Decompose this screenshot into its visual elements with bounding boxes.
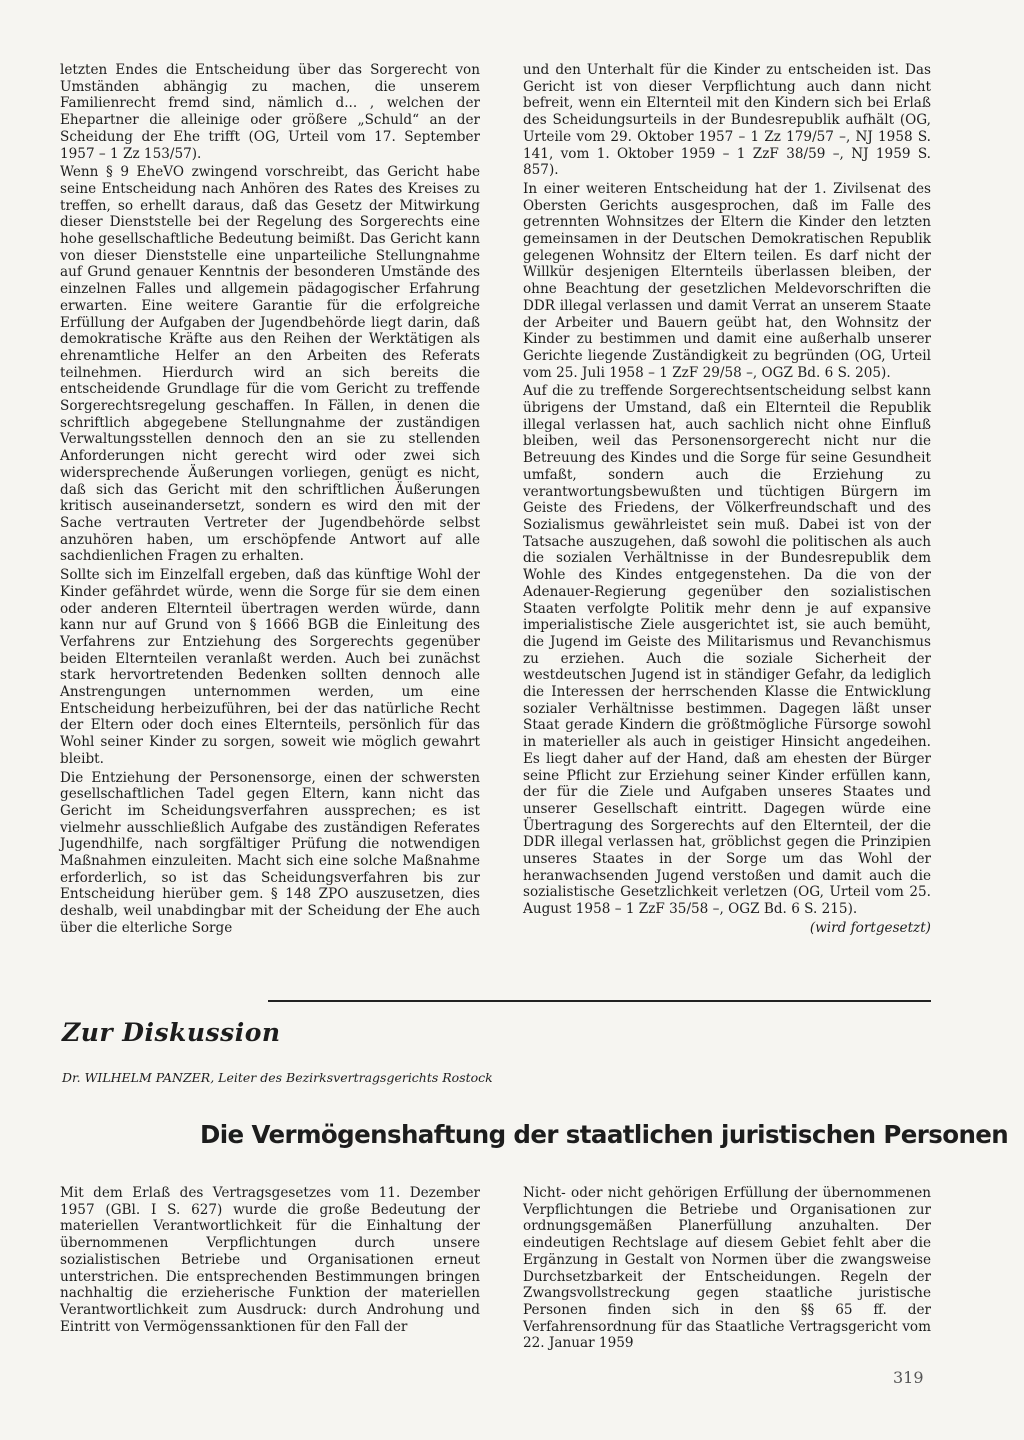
article2-left-column: [60, 1185, 480, 1337]
article-headline: Die Vermögenshaftung der staatlichen juristischen Personen: [200, 1120, 1009, 1149]
paragraph: Sollte sich im Einzelfall ergeben, daß das künftige Wohl der Kinder gefährdet würde, wenn die Sorge für sie dem einen oder anderen Elternteil übertragen werden würde, dann kann nur auf Grund von § 1666 BGB die Einleitung des Verfahrens zur Entziehung des Sorgerechts gegenüber beiden Elternteilen veranlaßt werden. Auch bei zunächst stark hervortretenden Bedenken sollten dennoch alle Anstrengungen unternommen werden, um eine Entscheidung herbeizuführen, bei der das natürliche Recht der Eltern oder doch eines Elternteils, persönlich für das Wohl seiner Kinder zu sorgen, soweit wie möglich gewahrt bleibt.: [60, 567, 480, 767]
section-divider: [268, 1000, 931, 1002]
paragraph: In einer weiteren Entscheidung hat der 1. Zivilsenat des Obersten Gerichts ausgesprochen, daß im Falle des getrennten Wohnsitzes der Eltern die Kinder den letzten gemeinsamen in der Deutschen Demokratischen Republik gelegenen Wohnsitz der Eltern teilen. Es darf nicht der Willkür desjenigen Elternteils überlassen bleiben, der ohne Beachtung der gesetzlichen Meldevorschriften die DDR illegal verlassen und damit Verrat an unserem Staate der Arbeiter und Bauern geübt hat, den Wohnsitz der Kinder zu bestimmen und damit eine außerhalb unserer Gerichte liegende Zuständigkeit zu begründen (OG, Urteil vom 25. Juli 1958 – 1 ZzF 29/58 –, OGZ Bd. 6 S. 205).: [523, 180, 931, 381]
continued-note: (wird fortgesetzt): [809, 919, 931, 936]
paragraph: Nicht- oder nicht gehörigen Erfüllung der übernommenen Verpflichtungen die Betriebe und Organisationen zur ordnungsgemäßen Planerfüllung anzuhalten. Der eindeutigen Rechtslage auf diesem Gebiet fehlt aber die Ergänzung in Gestalt von Normen über die zwangsweise Durchsetzbarkeit der Entscheidungen. Regeln der Zwangsvollstreckung gegen staatliche juristische Personen finden sich in den §§ 65 ff. der Verfahrensordnung für das Staatliche Vertragsgericht vom 22. Januar 1959: [523, 1185, 931, 1352]
author-byline: Dr. WILHELM PANZER, Leiter des Bezirksvertragsgerichts Rostock: [62, 1070, 493, 1085]
paragraph: Mit dem Erlaß des Vertragsgesetzes vom 11. Dezember 1957 (GBl. I S. 627) wurde die große Bedeutung der materiellen Verantwortlichkeit für die Einhaltung der übernommenen Verpflichtungen durch unsere sozialistischen Betriebe und Organisationen erneut unterstrichen. Die entsprechenden Bestimmungen bringen nachhaltig die erzieherische Funktion der materiellen Verantwortlichkeit zum Ausdruck: durch Androhung und Eintritt von Vermögenssanktionen für den Fall der: [60, 1185, 480, 1335]
article-right-column: [523, 62, 931, 939]
paragraph: letzten Endes die Entscheidung über das Sorgerecht von Umständen abhängig zu machen, die unserem Familienrecht fremd sind, nämlich d... , welchen der Ehepartner die alleinige oder größere „Schuld“ an der Scheidung der Ehe trifft (OG, Urteil vom 17. September 1957 – 1 Zz 153/57).: [60, 62, 480, 162]
paragraph: Wenn § 9 EheVO zwingend vorschreibt, das Gericht habe seine Entscheidung nach Anhören des Rates des Kreises zu treffen, so erhellt daraus, daß das Gesetz der Mitwirkung dieser Dienststelle bei der Regelung des Sorgerechts eine hohe gesellschaftliche Bedeutung beimißt. Das Gericht kann von dieser Dienststelle eine unparteiliche Stellungnahme auf Grund genauer Kenntnis der besonderen Umstände des einzelnen Falles und allgemein pädagogischer Erfahrung erwarten. Eine weitere Garantie für die erfolgreiche Erfüllung der Aufgaben der Jugendbehörde liegt darin, daß demokratische Kräfte aus den Reihen der Werktätigen als ehrenamtliche Helfer an den Arbeiten des Referats teilnehmen. Hierdurch wird an sich bereits die entscheidende Grundlage für die vom Gericht zu treffende Sorgerechtsregelung geschaffen. In Fällen, in denen die schriftlich abgegebene Stellungnahme der zuständigen Verwaltungsstellen dennoch den an sie zu stellenden Anforderungen nicht gerecht wird oder zwei sich widersprechende Äußerungen vorliegen, genügt es nicht, daß sich das Gericht mit den schriftlichen Äußerungen kritisch auseinandersetzt, sondern es wird den mit der Sache vertrauten Vertreter der Jugendbehörde selbst anzuhören haben, um erschöpfende Antwort auf alle sachdienlichen Fragen zu erhalten.: [60, 164, 480, 565]
paragraph: und den Unterhalt für die Kinder zu entscheiden ist. Das Gericht ist von dieser Verpflichtung auch dann nicht befreit, wenn ein Elternteil mit den Kindern sich bei Erlaß des Scheidungsurteils in der Bundesrepublik aufhält (OG, Urteile vom 29. Oktober 1957 – 1 Zz 179/57 –, NJ 1958 S. 141, vom 1. Oktober 1959 – 1 ZzF 38/59 –, NJ 1959 S. 857).: [523, 62, 931, 179]
article-left-column: [60, 62, 480, 939]
article2-right-column: [523, 1185, 931, 1354]
paragraph: Die Entziehung der Personensorge, einen der schwersten gesellschaftlichen Tadel gegen Eltern, kann nicht das Gericht im Scheidungsverfahren aussprechen; es ist vielmehr ausschließlich Aufgabe des zuständigen Referates Jugendhilfe, nach sorgfältiger Prüfung die notwendigen Maßnahmen einzuleiten. Macht sich eine solche Maßnahme erforderlich, so ist das Scheidungsverfahren bis zur Entscheidung hierüber gem. § 148 ZPO auszusetzen, dies deshalb, weil unabdingbar mit der Scheidung der Ehe auch über die elterliche Sorge: [60, 769, 480, 936]
page-number: 319: [893, 1368, 924, 1387]
paragraph: Auf die zu treffende Sorgerechtsentscheidung selbst kann übrigens der Umstand, daß ein Elternteil die Republik illegal verlassen hat, auch sachlich nicht ohne Einfluß bleiben, weil das Personensorgerecht nicht nur die Betreuung des Kindes und die Sorge für seine Gesundheit umfaßt, sondern auch die Erziehung zu verantwortungsbewußten und tüchtigen Bürgern im Geiste des Friedens, der Völkerfreundschaft und des Sozialismus gewährleistet sein muß. Dabei ist von der Tatsache auszugehen, daß sowohl die politischen als auch die sozialen Verhältnisse in der Bundesrepublik dem Wohle des Kindes entgegenstehen. Da die von der Adenauer-Regierung gegenüber den sozialistischen Staaten verfolgte Politik mehr denn je auf expansive imperialistische Ziele ausgerichtet ist, sie auch bemüht, die Jugend im Geiste des Militarismus und Revanchismus zu erziehen. Auch die soziale Sicherheit der westdeutschen Jugend ist in ständiger Gefahr, da lediglich die Interessen der herrschenden Klasse die Entwicklung sozialer Verhältnisse bestimmen. Dagegen läßt unser Staat gerade Kindern die größtmögliche Fürsorge sowohl in materieller als auch in geistiger Hinsicht angedeihen. Es liegt daher auf der Hand, daß am ehesten der Bürger seine Pflicht zur Erziehung seiner Kinder erfüllen kann, der für die Ziele und Aufgaben unseres Staates und unserer Gesellschaft eintritt. Dagegen würde eine Übertragung des Sorgerechts auf den Elternteil, der die DDR illegal verlassen hat, gröblichst gegen die Prinzipien unseres Staates in der Sorge um das Wohl der heranwachsenden Jugend verstoßen und damit auch die sozialistische Gesetzlichkeit verletzen (OG, Urteil vom 25. August 1958 – 1 ZzF 35/58 –, OGZ Bd. 6 S. 215).: [523, 383, 931, 918]
section-heading: Zur Diskussion: [62, 1018, 281, 1047]
